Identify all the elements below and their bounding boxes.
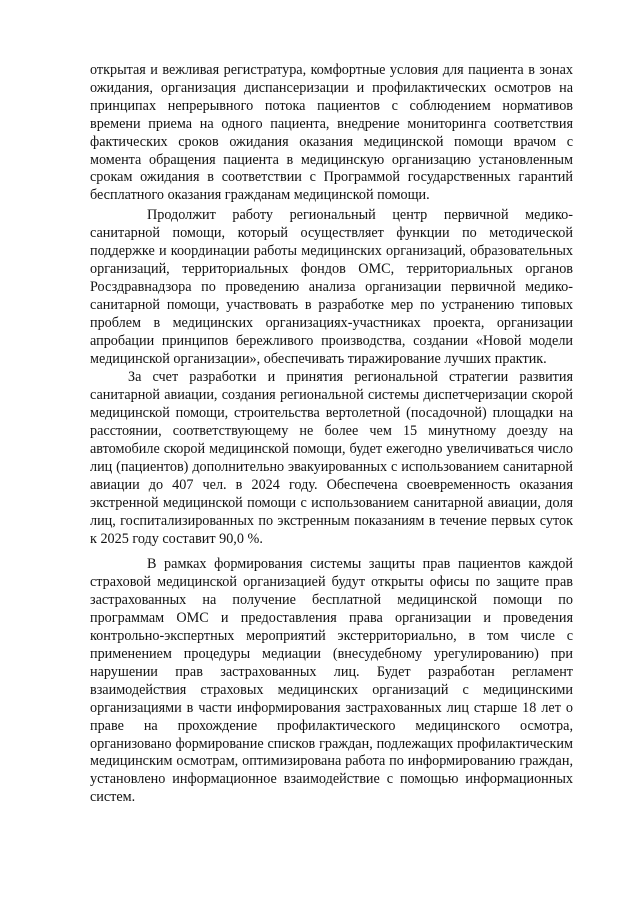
paragraph-patient-rights: В рамках формирования системы защиты прав пациентов каждой страховой медицинской организацией будут открыты офисы по защите прав застрахованных на получение бесплатной медицинской помощи по программам ОМС и предоставления права организации и проведения контрольно-экспертных мероприятий экстерриториально, в том числе с применением процедуры медиации (внесудебному урегулированию) при нарушении прав застрахованных лиц. Будет разработан регламент взаимодействия страховых медицинских организаций с медицинскими организациями в части информирования застрахованных лиц старше 18 лет о праве на прохождение профилактического медицинского осмотра, организовано формирование списков граждан, подлежащих профилактическим медицинским осмотрам, оптимизирована работа по информированию граждан, установлено информационное взаимодействие с помощью информационных систем. <box>90 556 573 806</box>
paragraph-sanitary-aviation: За счет разработки и принятия региональной стратегии развития санитарной авиации, создания региональной системы диспетчеризации скорой медицинской помощи, строительства вертолетной (посадочной) площадки на расстоянии, соответствующему не более чем 15 минутному доезду на автомобиле скорой медицинской помощи, будет ежегодно увеличиваться число лиц (пациентов) дополнительно эвакуированных с использованием санитарной авиации до 407 чел. в 2024 году. Обеспечена своевременность оказания экстренной медицинской помощи с использованием санитарной авиации, доля лиц, госпитализированных по экстренным показаниям в течение первых суток к 2025 году составит 90,0 %. <box>90 369 573 547</box>
paragraph-primary-care-center: Продолжит работу региональный центр первичной медико-санитарной помощи, который осуществляет функции по методической поддержке и координации работы медицинских организаций, образовательных организаций, территориальных фондов ОМС, территориальных органов Росздравнадзора по проведению анализа организации первичной медико-санитарной помощи, участвовать в разработке мер по устранению типовых проблем в медицинских организациях-участниках проекта, организации апробации принципов бережливого производства, создании «Новой модели медицинской организации», обеспечивать тиражирование лучших практик. <box>90 207 573 367</box>
document-body <box>90 62 573 807</box>
paragraph-registry-continuation: открытая и вежливая регистратура, комфортные условия для пациента в зонах ожидания, организация диспансеризации и профилактических осмотров на принципах непрерывного потока пациентов с соблюдением нормативов времени приема на одного пациента, внедрение мониторинга соответствия фактических сроков ожидания оказания медицинской помощи врачом с момента обращения пациента в медицинскую организацию установленным срокам ожидания в соответствии с Программой государственных гарантий бесплатного оказания гражданам медицинской помощи. <box>90 62 573 204</box>
